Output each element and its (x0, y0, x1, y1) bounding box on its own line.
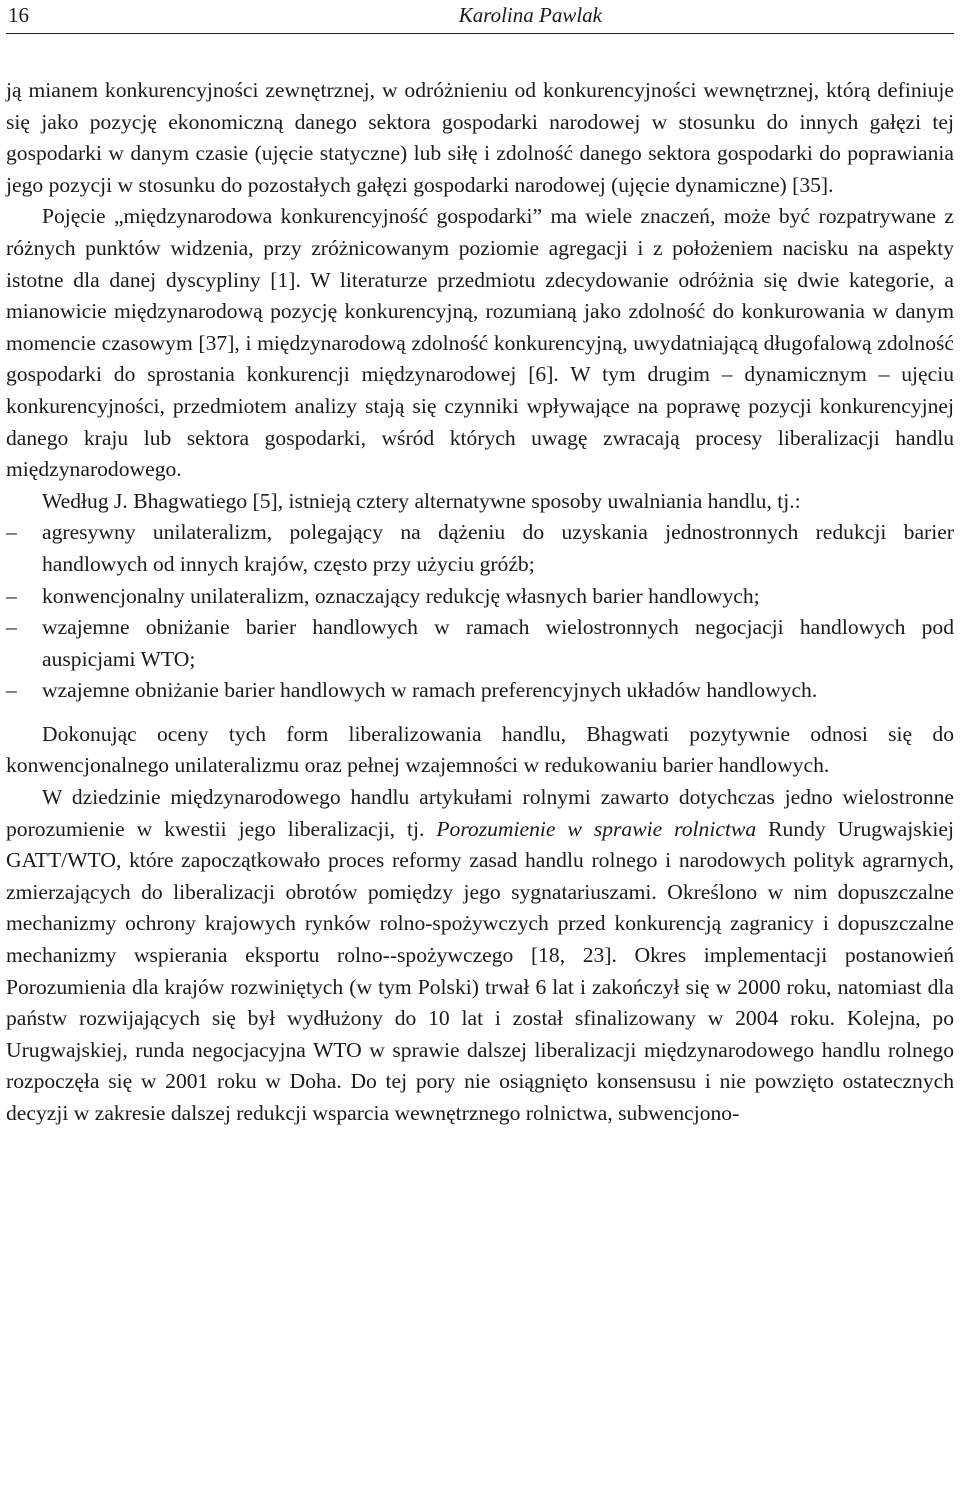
list-item (6, 581, 954, 613)
paragraph-agriculture-agreement (6, 782, 954, 1130)
list-item (6, 612, 954, 675)
dash-bullet: – (6, 615, 17, 640)
body-text (6, 75, 954, 1130)
dash-bullet: – (6, 520, 17, 545)
list-item-text: konwencjonalny unilateralizm, oznaczający redukcję własnych barier handlowych; (42, 583, 760, 608)
running-head-author: Karolina Pawlak (458, 3, 602, 27)
paragraph-evaluation: Dokonując oceny tych form liberalizowania handlu, Bhagwati pozytywnie odnosi się do konwencjonalnego unilateralizmu oraz pełnej wzajemności w redukowaniu barier handlowych. (6, 721, 954, 778)
list-item-text: wzajemne obniżanie barier handlowych w ramach preferencyjnych układów handlowych. (42, 678, 818, 703)
paragraph-rest-text: Rundy Urugwajskiej GATT/WTO, które zapoczątkowało proces reformy zasad handlu rolnego i narodowych polityk agrarnych, zmierzających do liberalizacji obrotów pomiędzy jego sygnatariuszami. Określono w nim dopuszczalne mechanizmy ochrony krajowych rynków rolno-spożywczych przed konkurencją zagranicy i dopuszczalne mechanizmy wspierania eksportu rolno--spożywczego [18, 23]. Okres implementacji postanowień Porozumienia dla krajów rozwiniętych (w tym Polski) trwał 6 lat i zakończył się w 2000 roku, natomiast dla państw rozwijających się był wydłużony do 10 lat i został sfinalizowany w 2004 roku. Kolejna, po Urugwajskiej, runda negocjacyjna WTO w sprawie dalszej liberalizacji międzynarodowego handlu rolnego rozpoczęła się w 2001 roku w Doha. Do tej pory nie osiągnięto konsensusu i nie powzięto ostatecznych decyzji w zakresie dalszej redukcji wsparcia wewnętrznego rolnictwa, subwencjono- (6, 816, 954, 1125)
document-page (6, 0, 954, 1130)
agreement-title-italic: Porozumienie w sprawie rolnictwa (436, 816, 757, 841)
paragraph-bhagwati-intro: Według J. Bhagwatiego [5], istnieją cztery alternatywne sposoby uwalniania handlu, tj.: (42, 488, 801, 513)
list-item (6, 675, 954, 707)
dash-bullet: – (6, 678, 17, 703)
dash-bullet: – (6, 583, 17, 608)
list-item (6, 517, 954, 580)
liberalization-methods-list (6, 517, 954, 707)
paragraph-lead-text: W dziedzinie międzynarodowego handlu artykułami rolnymi zawarto dotychczas jedno wielostronne porozumienie w kwestii jego liberalizacji, tj. (6, 785, 954, 841)
paragraph-continuation: ją mianem konkurencyjności zewnętrznej, w odróżnieniu od konkurencyjności wewnętrznej, którą definiuje się jako pozycję ekonomiczną danego sektora gospodarki narodowej w stosunku do innych gałęzi tej gospodarki w danym czasie (ujęcie statyczne) lub siłę i zdolność danego sektora gospodarki do poprawiania jego pozycji w stosunku do pozostałych gałęzi gospodarki narodowej (ujęcie dynamiczne) [35]. (6, 78, 954, 197)
list-item-text: agresywny unilateralizm, polegający na dążeniu do uzyskania jednostronnych redukcji barier handlowych od innych krajów, często przy użyciu gróźb; (42, 520, 954, 576)
page-header (6, 0, 954, 34)
paragraph-competitiveness: Pojęcie „międzynarodowa konkurencyjność gospodarki” ma wiele znaczeń, może być rozpatrywane z różnych punktów widzenia, przy zróżnicowanym poziomie agregacji i z położeniem nacisku na aspekty istotne dla danej dyscypliny [1]. W literaturze przedmiotu zdecydowanie odróżnia się dwie kategorie, a mianowicie międzynarodową pozycję konkurencyjną, rozumianą jako zdolność do konkurowania w danym momencie czasowym [37], i międzynarodową zdolność konkurencyjną, uwydatniającą długofalową zdolność gospodarki do sprostania konkurencji międzynarodowej [6]. W tym drugim – dynamicznym – ujęciu konkurencyjności, przedmiotem analizy stają się czynniki wpływające na poprawę pozycji konkurencyjnej danego kraju lub sektora gospodarki, wśród których uwagę zwracają procesy liberalizacji handlu międzynarodowego. (6, 204, 954, 482)
list-item-text: wzajemne obniżanie barier handlowych w ramach wielostronnych negocjacji handlowych pod auspicjami WTO; (42, 615, 954, 671)
page-number: 16 (8, 3, 29, 27)
